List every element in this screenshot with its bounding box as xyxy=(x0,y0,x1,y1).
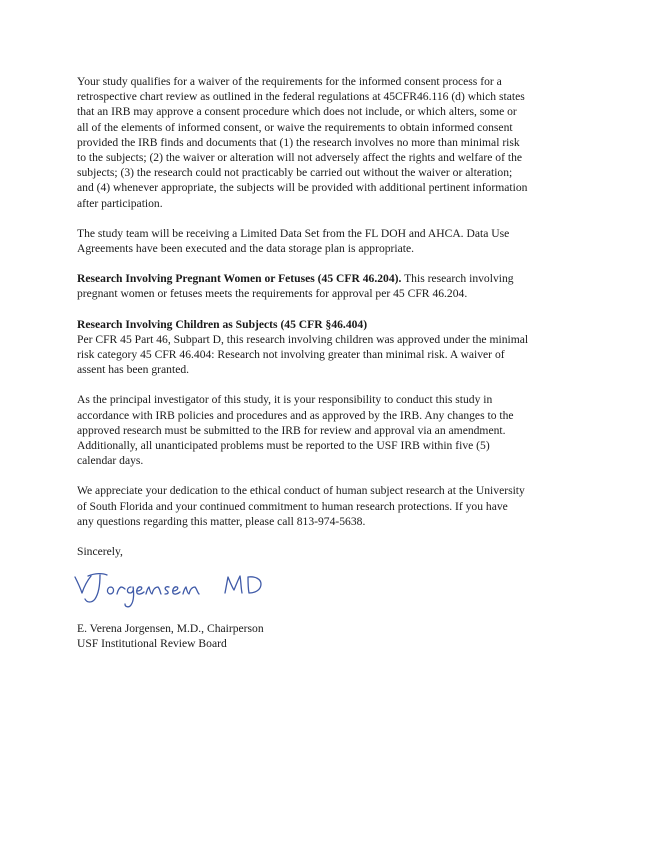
text-line: risk category 45 CFR 46.404: Research not involving greater than minimal risk. A waiver of xyxy=(77,348,505,362)
text-line: approved research must be submitted to the IRB for review and approval via an amendment. xyxy=(77,423,506,437)
text-line: any questions regarding this matter, please call 813-974-5638. xyxy=(77,514,366,528)
appreciation-paragraph xyxy=(77,483,582,529)
text-line: that an IRB may approve a consent procedure which does not include, or which alters, some or xyxy=(77,105,517,119)
section-heading: Research Involving Pregnant Women or Fetuses (45 CFR 46.204). xyxy=(77,272,402,286)
limited-data-paragraph xyxy=(77,226,582,256)
text-line: The study team will be receiving a Limited Data Set from the FL DOH and AHCA. Data Use xyxy=(77,226,510,240)
text-line: to the subjects; (2) the waiver or alteration will not adversely affect the rights and welfare of the xyxy=(77,151,523,165)
text-line: We appreciate your dedication to the ethical conduct of human subject research at the University xyxy=(77,484,525,498)
signatory-name: E. Verena Jorgensen, M.D., Chairperson xyxy=(77,622,264,636)
signature-graphic xyxy=(73,563,273,615)
text-line xyxy=(77,271,582,286)
text-line: calendar days. xyxy=(77,454,144,468)
text-line: accordance with IRB policies and procedures and as approved by the IRB. Any changes to the xyxy=(77,408,514,422)
text-line: all of the elements of informed consent, or waive the requirements to obtain informed consent xyxy=(77,120,513,134)
text-line: Agreements have been executed and the data storage plan is appropriate. xyxy=(77,242,415,256)
signature xyxy=(73,563,582,615)
text-line: As the principal investigator of this study, it is your responsibility to conduct this study in xyxy=(77,393,493,407)
text-line: Per CFR 45 Part 46, Subpart D, this research involving children was approved under the minimal xyxy=(77,332,529,346)
text-line: subjects; (3) the research could not practicably be carried out without the waiver or alteration; xyxy=(77,166,513,180)
children-section xyxy=(77,317,582,378)
text-line: after participation. xyxy=(77,196,163,210)
signatory-block xyxy=(77,621,582,651)
section-heading: Research Involving Children as Subjects (45 CFR §46.404) xyxy=(77,317,368,331)
waiver-paragraph xyxy=(77,74,582,211)
closing: Sincerely, xyxy=(77,545,123,559)
signatory-board: USF Institutional Review Board xyxy=(77,637,227,651)
text-line: retrospective chart review as outlined in the federal regulations at 45CFR46.116 (d) which states xyxy=(77,90,525,104)
section-text: This research involving xyxy=(401,272,514,286)
text-line: provided the IRB finds and documents that (1) the research involves no more than minimal risk xyxy=(77,135,520,149)
text-line: Your study qualifies for a waiver of the requirements for the informed consent process for a xyxy=(77,75,502,88)
text-line: assent has been granted. xyxy=(77,363,190,377)
text-line: of South Florida and your continued commitment to human research protections. If you have xyxy=(77,499,508,513)
responsibility-paragraph xyxy=(77,392,582,468)
letter-body xyxy=(77,74,582,652)
text-line: Additionally, all unanticipated problems must be reported to the USF IRB within five (5) xyxy=(77,439,490,453)
text-line: and (4) whenever appropriate, the subjects will be provided with additional pertinent information xyxy=(77,181,528,195)
pregnant-women-section xyxy=(77,271,582,301)
text-line: pregnant women or fetuses meets the requirements for approval per 45 CFR 46.204. xyxy=(77,287,468,301)
